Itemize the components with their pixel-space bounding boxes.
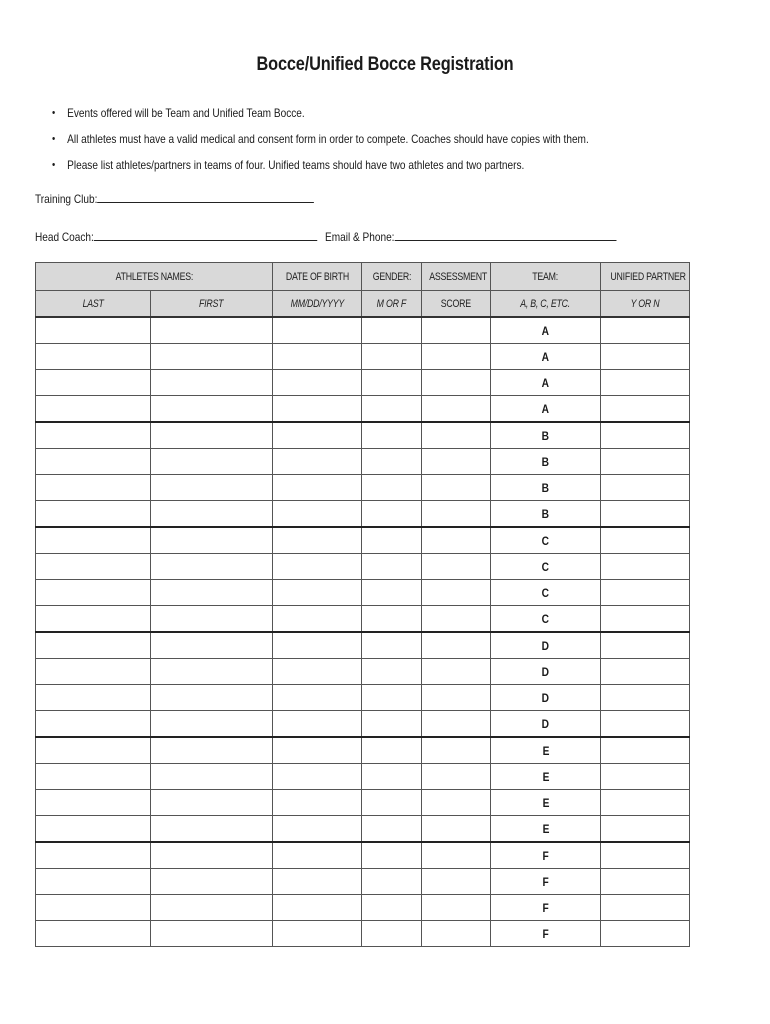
unified-format-subheader: Y OR N	[601, 291, 690, 318]
assessment-cell[interactable]	[422, 370, 491, 396]
team-letter: C	[541, 559, 550, 574]
first-name-cell[interactable]	[151, 659, 273, 685]
table-row	[36, 790, 690, 816]
last-name-cell[interactable]	[36, 842, 151, 869]
email-phone-field	[325, 228, 616, 244]
team-cell	[491, 501, 601, 528]
assessment-cell[interactable]	[422, 422, 491, 449]
unified-partner-cell[interactable]	[601, 422, 690, 449]
last-name-cell[interactable]	[36, 554, 151, 580]
last-name-cell[interactable]	[36, 737, 151, 764]
team-letter: D	[541, 638, 550, 653]
gender-cell[interactable]	[362, 711, 422, 738]
assessment-cell[interactable]	[422, 895, 491, 921]
unified-partner-cell[interactable]	[601, 869, 690, 895]
dob-cell[interactable]	[273, 632, 362, 659]
unified-partner-cell[interactable]	[601, 764, 690, 790]
table-row	[36, 554, 690, 580]
gender-cell[interactable]	[362, 869, 422, 895]
dob-cell[interactable]	[273, 737, 362, 764]
team-letter: E	[542, 795, 549, 810]
first-name-cell[interactable]	[151, 816, 273, 843]
table-row	[36, 737, 690, 764]
gender-cell[interactable]	[362, 685, 422, 711]
gender-header: GENDER:	[362, 263, 422, 291]
team-cell	[491, 344, 601, 370]
table-row	[36, 921, 690, 947]
last-name-cell[interactable]	[36, 790, 151, 816]
team-letter: A	[541, 375, 550, 390]
table-row	[36, 501, 690, 528]
dob-cell[interactable]	[273, 816, 362, 843]
first-name-cell[interactable]	[151, 790, 273, 816]
gender-cell[interactable]	[362, 344, 422, 370]
page-title: Bocce/Unified Bocce Registration	[256, 54, 514, 75]
first-name-cell[interactable]	[151, 422, 273, 449]
team-header: TEAM:	[491, 263, 601, 291]
last-name-subheader: LAST	[36, 291, 151, 318]
head-coach-label: Head Coach:	[35, 230, 94, 244]
unified-partner-cell[interactable]	[601, 317, 690, 344]
team-cell	[491, 317, 601, 344]
last-name-cell[interactable]	[36, 475, 151, 501]
unified-partner-header: UNIFIED PARTNER	[601, 263, 690, 291]
last-name-cell[interactable]	[36, 921, 151, 947]
team-cell	[491, 580, 601, 606]
table-row	[36, 685, 690, 711]
instruction-item	[52, 126, 589, 152]
team-letter: B	[541, 506, 550, 521]
first-name-cell[interactable]	[151, 554, 273, 580]
unified-partner-cell[interactable]	[601, 632, 690, 659]
assessment-cell[interactable]	[422, 527, 491, 554]
last-name-cell[interactable]	[36, 685, 151, 711]
last-name-cell[interactable]	[36, 344, 151, 370]
registration-table	[35, 262, 690, 947]
team-cell	[491, 554, 601, 580]
last-name-cell[interactable]	[36, 370, 151, 396]
assessment-cell[interactable]	[422, 790, 491, 816]
table-row	[36, 764, 690, 790]
team-letter: A	[541, 349, 550, 364]
gender-cell[interactable]	[362, 764, 422, 790]
assessment-cell[interactable]	[422, 317, 491, 344]
training-club-field	[35, 190, 314, 206]
assessment-cell[interactable]	[422, 737, 491, 764]
dob-cell[interactable]	[273, 396, 362, 423]
email-phone-label: Email & Phone:	[325, 230, 395, 244]
dob-cell[interactable]	[273, 606, 362, 633]
assessment-cell[interactable]	[422, 449, 491, 475]
assessment-cell[interactable]	[422, 606, 491, 633]
assessment-cell[interactable]	[422, 659, 491, 685]
dob-cell[interactable]	[273, 685, 362, 711]
first-name-cell[interactable]	[151, 895, 273, 921]
team-letter: D	[541, 716, 550, 731]
first-name-cell[interactable]	[151, 685, 273, 711]
first-name-cell[interactable]	[151, 527, 273, 554]
dob-cell[interactable]	[273, 317, 362, 344]
first-name-cell[interactable]	[151, 501, 273, 528]
team-format-subheader: A, B, C, ETC.	[491, 291, 601, 318]
table-row	[36, 580, 690, 606]
table-row	[36, 449, 690, 475]
first-name-cell[interactable]	[151, 764, 273, 790]
dob-cell[interactable]	[273, 527, 362, 554]
table-row	[36, 869, 690, 895]
unified-partner-cell[interactable]	[601, 711, 690, 738]
dob-cell[interactable]	[273, 790, 362, 816]
athletes-names-header: ATHLETES NAMES:	[36, 263, 273, 291]
head-coach-input-line[interactable]	[94, 228, 317, 241]
dob-cell[interactable]	[273, 711, 362, 738]
dob-cell[interactable]	[273, 659, 362, 685]
assessment-cell[interactable]	[422, 580, 491, 606]
last-name-cell[interactable]	[36, 711, 151, 738]
team-letter: A	[541, 401, 550, 416]
first-name-cell[interactable]	[151, 396, 273, 423]
team-letter: B	[541, 480, 550, 495]
unified-partner-cell[interactable]	[601, 606, 690, 633]
last-name-cell[interactable]	[36, 632, 151, 659]
assessment-cell[interactable]	[422, 632, 491, 659]
gender-cell[interactable]	[362, 580, 422, 606]
team-cell	[491, 711, 601, 738]
team-letter: C	[541, 611, 550, 626]
instruction-text: All athletes must have a valid medical and consent form in order to compete. Coaches should have copies with them.	[67, 132, 589, 146]
last-name-cell[interactable]	[36, 816, 151, 843]
table-row	[36, 606, 690, 633]
gender-cell[interactable]	[362, 554, 422, 580]
team-letter: F	[542, 926, 549, 941]
instruction-text: Please list athletes/partners in teams of four. Unified teams should have two athletes and two partners.	[67, 158, 525, 172]
gender-format-subheader: M OR F	[362, 291, 422, 318]
dob-cell[interactable]	[273, 580, 362, 606]
unified-partner-cell[interactable]	[601, 449, 690, 475]
team-cell	[491, 869, 601, 895]
unified-partner-cell[interactable]	[601, 396, 690, 423]
last-name-cell[interactable]	[36, 422, 151, 449]
last-name-cell[interactable]	[36, 895, 151, 921]
first-name-subheader: FIRST	[151, 291, 273, 318]
team-letter: F	[542, 874, 549, 889]
assessment-header: ASSESSMENT	[422, 263, 491, 291]
last-name-cell[interactable]	[36, 396, 151, 423]
table-row	[36, 396, 690, 423]
unified-partner-cell[interactable]	[601, 527, 690, 554]
dob-cell[interactable]	[273, 842, 362, 869]
team-cell	[491, 764, 601, 790]
unified-partner-cell[interactable]	[601, 659, 690, 685]
instructions-list	[52, 100, 691, 178]
dob-cell[interactable]	[273, 921, 362, 947]
first-name-cell[interactable]	[151, 842, 273, 869]
table-row	[36, 632, 690, 659]
instruction-text: Events offered will be Team and Unified Team Bocce.	[67, 106, 305, 120]
table-row	[36, 842, 690, 869]
last-name-cell[interactable]	[36, 869, 151, 895]
unified-partner-cell[interactable]	[601, 895, 690, 921]
instruction-item	[52, 152, 589, 178]
team-cell	[491, 685, 601, 711]
last-name-cell[interactable]	[36, 527, 151, 554]
gender-cell[interactable]	[362, 396, 422, 423]
team-cell	[491, 921, 601, 947]
team-letter: E	[542, 769, 549, 784]
gender-cell[interactable]	[362, 659, 422, 685]
assessment-cell[interactable]	[422, 396, 491, 423]
first-name-cell[interactable]	[151, 449, 273, 475]
table-row	[36, 659, 690, 685]
dob-cell[interactable]	[273, 501, 362, 528]
team-cell	[491, 422, 601, 449]
assessment-cell[interactable]	[422, 764, 491, 790]
team-cell	[491, 659, 601, 685]
gender-cell[interactable]	[362, 842, 422, 869]
assessment-cell[interactable]	[422, 685, 491, 711]
gender-cell[interactable]	[362, 370, 422, 396]
last-name-cell[interactable]	[36, 606, 151, 633]
table-row	[36, 422, 690, 449]
team-letter: D	[541, 664, 550, 679]
last-name-cell[interactable]	[36, 764, 151, 790]
unified-partner-cell[interactable]	[601, 737, 690, 764]
table-row	[36, 370, 690, 396]
first-name-cell[interactable]	[151, 606, 273, 633]
assessment-cell[interactable]	[422, 501, 491, 528]
team-letter: F	[542, 848, 549, 863]
assessment-cell[interactable]	[422, 842, 491, 869]
bullet-icon: •	[52, 133, 56, 145]
team-cell	[491, 396, 601, 423]
assessment-cell[interactable]	[422, 554, 491, 580]
team-cell	[491, 475, 601, 501]
header-row-sub	[36, 291, 690, 318]
unified-partner-cell[interactable]	[601, 842, 690, 869]
unified-partner-cell[interactable]	[601, 580, 690, 606]
last-name-cell[interactable]	[36, 501, 151, 528]
header-row-main	[36, 263, 690, 291]
unified-partner-cell[interactable]	[601, 921, 690, 947]
dob-cell[interactable]	[273, 764, 362, 790]
bullet-icon: •	[52, 107, 56, 119]
table-row	[36, 344, 690, 370]
team-letter: B	[541, 454, 550, 469]
team-letter: C	[541, 533, 550, 548]
team-cell	[491, 606, 601, 633]
bullet-icon: •	[52, 159, 56, 171]
dob-cell[interactable]	[273, 449, 362, 475]
gender-cell[interactable]	[362, 527, 422, 554]
team-letter: D	[541, 690, 550, 705]
team-letter: B	[541, 428, 550, 443]
email-phone-input-line[interactable]	[394, 228, 616, 241]
first-name-cell[interactable]	[151, 580, 273, 606]
team-cell	[491, 527, 601, 554]
last-name-cell[interactable]	[36, 317, 151, 344]
training-club-input-line[interactable]	[97, 190, 314, 203]
dob-cell[interactable]	[273, 895, 362, 921]
assessment-score-subheader: SCORE	[422, 291, 491, 318]
team-letter: A	[541, 323, 550, 338]
table-row	[36, 527, 690, 554]
unified-partner-cell[interactable]	[601, 554, 690, 580]
assessment-cell[interactable]	[422, 869, 491, 895]
gender-cell[interactable]	[362, 921, 422, 947]
gender-cell[interactable]	[362, 606, 422, 633]
assessment-cell[interactable]	[422, 711, 491, 738]
gender-cell[interactable]	[362, 449, 422, 475]
team-letter: F	[542, 900, 549, 915]
dob-cell[interactable]	[273, 554, 362, 580]
first-name-cell[interactable]	[151, 869, 273, 895]
team-letter: C	[541, 585, 550, 600]
last-name-cell[interactable]	[36, 449, 151, 475]
team-cell	[491, 816, 601, 843]
team-cell	[491, 842, 601, 869]
gender-cell[interactable]	[362, 737, 422, 764]
first-name-cell[interactable]	[151, 737, 273, 764]
first-name-cell[interactable]	[151, 921, 273, 947]
dob-header: DATE OF BIRTH	[273, 263, 362, 291]
gender-cell[interactable]	[362, 895, 422, 921]
team-cell	[491, 632, 601, 659]
instruction-item	[52, 100, 589, 126]
team-letter: E	[542, 821, 549, 836]
last-name-cell[interactable]	[36, 580, 151, 606]
unified-partner-cell[interactable]	[601, 685, 690, 711]
first-name-cell[interactable]	[151, 344, 273, 370]
table-row	[36, 816, 690, 843]
unified-partner-cell[interactable]	[601, 370, 690, 396]
table-row	[36, 475, 690, 501]
dob-cell[interactable]	[273, 422, 362, 449]
unified-partner-cell[interactable]	[601, 344, 690, 370]
table-row	[36, 711, 690, 738]
unified-partner-cell[interactable]	[601, 790, 690, 816]
head-coach-field	[35, 228, 317, 244]
assessment-cell[interactable]	[422, 475, 491, 501]
team-cell	[491, 449, 601, 475]
table-row	[36, 317, 690, 344]
assessment-cell[interactable]	[422, 816, 491, 843]
dob-cell[interactable]	[273, 344, 362, 370]
unified-partner-cell[interactable]	[601, 475, 690, 501]
assessment-cell[interactable]	[422, 921, 491, 947]
unified-partner-cell[interactable]	[601, 816, 690, 843]
assessment-cell[interactable]	[422, 344, 491, 370]
gender-cell[interactable]	[362, 790, 422, 816]
unified-partner-cell[interactable]	[601, 501, 690, 528]
gender-cell[interactable]	[362, 317, 422, 344]
first-name-cell[interactable]	[151, 317, 273, 344]
dob-cell[interactable]	[273, 370, 362, 396]
gender-cell[interactable]	[362, 816, 422, 843]
dob-format-subheader: MM/DD/YYYY	[273, 291, 362, 318]
dob-cell[interactable]	[273, 869, 362, 895]
team-cell	[491, 790, 601, 816]
gender-cell[interactable]	[362, 422, 422, 449]
first-name-cell[interactable]	[151, 475, 273, 501]
first-name-cell[interactable]	[151, 711, 273, 738]
team-letter: E	[542, 743, 549, 758]
first-name-cell[interactable]	[151, 632, 273, 659]
gender-cell[interactable]	[362, 632, 422, 659]
registration-rows	[36, 317, 690, 947]
team-cell	[491, 737, 601, 764]
team-cell	[491, 370, 601, 396]
team-cell	[491, 895, 601, 921]
last-name-cell[interactable]	[36, 659, 151, 685]
first-name-cell[interactable]	[151, 370, 273, 396]
dob-cell[interactable]	[273, 475, 362, 501]
gender-cell[interactable]	[362, 475, 422, 501]
table-row	[36, 895, 690, 921]
training-club-label: Training Club:	[35, 192, 98, 206]
gender-cell[interactable]	[362, 501, 422, 528]
